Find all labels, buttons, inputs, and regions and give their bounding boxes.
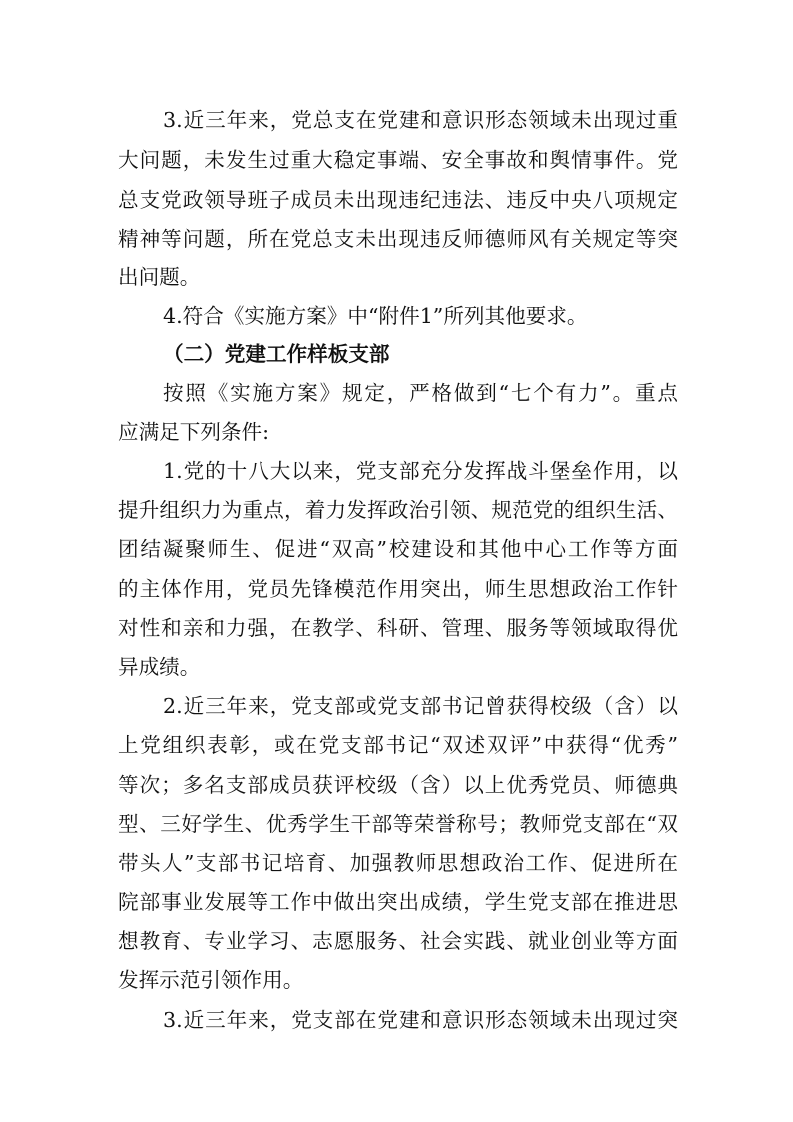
- text-line: 4.符合《实施方案》中“附件1”所列其他要求。: [163, 304, 588, 328]
- text-line: 总支党政领导班子成员未出现违纪违法、违反中央八项规定: [118, 188, 678, 212]
- text-line: 带头人”支部书记培育、加强教师思想政治工作、促进所在: [118, 851, 678, 875]
- text-line: 3.近三年来，党总支在党建和意识形态领域未出现过重: [163, 108, 678, 132]
- text-line: 2.近三年来，党支部或党支部书记曾获得校级（含）以: [163, 694, 678, 718]
- text-line: 按照《实施方案》规定，严格做到“七个有力”。重点: [163, 381, 678, 405]
- text-line: 等次；多名支部成员获评校级（含）以上优秀党员、师德典: [118, 773, 678, 797]
- text-line: 异成绩。: [118, 655, 201, 679]
- text-line: 应满足下列条件:: [118, 420, 270, 444]
- text-line: 团结凝聚师生、促进“双高”校建设和其他中心工作等方面: [118, 537, 678, 561]
- text-line: 想教育、专业学习、志愿服务、社会实践、就业创业等方面: [118, 929, 678, 953]
- text-line: 大问题，未发生过重大稳定事端、安全事故和舆情事件。党: [118, 148, 678, 172]
- section-heading: （二）党建工作样板支部: [163, 342, 390, 366]
- text-line: 提升组织力为重点，着力发挥政治引领、规范党的组织生活、: [118, 498, 678, 522]
- text-line: 发挥示范引领作用。: [118, 968, 304, 992]
- text-line: 出问题。: [118, 265, 201, 289]
- text-line: 院部事业发展等工作中做出突出成绩，学生党支部在推进思: [118, 890, 678, 914]
- text-line: 型、三好学生、优秀学生干部等荣誉称号；教师党支部在“双: [118, 812, 678, 836]
- text-line: 上党组织表彰，或在党支部书记“双述双评”中获得“优秀”: [118, 733, 678, 757]
- text-line: 1.党的十八大以来，党支部充分发挥战斗堡垒作用，以: [163, 459, 678, 483]
- text-line: 3.近三年来，党支部在党建和意识形态领域未出现过突: [163, 1008, 678, 1032]
- text-line: 对性和亲和力强，在教学、科研、管理、服务等领域取得优: [118, 616, 678, 640]
- text-line: 的主体作用，党员先锋模范作用突出，师生思想政治工作针: [118, 577, 678, 601]
- text-line: 精神等问题，所在党总支未出现违反师德师风有关规定等突: [118, 227, 678, 251]
